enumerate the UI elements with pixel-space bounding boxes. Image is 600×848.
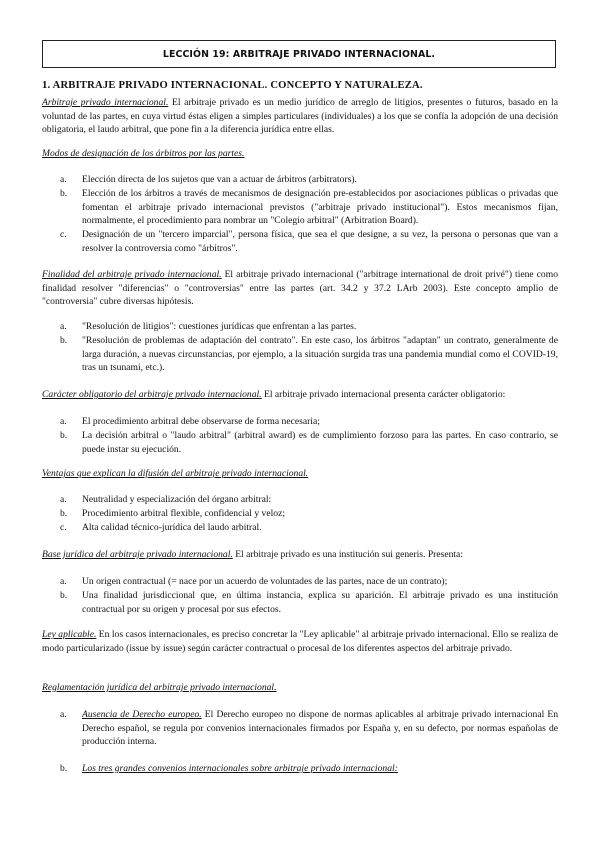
caracter-text: El arbitraje privado internacional presenta carácter obligatorio: (261, 389, 506, 400)
list-text: "Resolución de litigios": cuestiones jurídicas que enfrentan a las partes. (82, 321, 357, 332)
list-item (60, 493, 558, 507)
list-marker: b. (60, 508, 68, 519)
list-item (60, 521, 558, 535)
list-marker: b. (60, 430, 68, 441)
list-marker: a. (60, 494, 67, 505)
list-text: La decisión arbitral o "laudo arbitral" (arbitral award) es de cumplimiento forzoso para las partes. En caso contrario, se puede instar su ejecución. (82, 430, 558, 455)
list-marker: c. (60, 522, 67, 533)
list-item (60, 415, 558, 429)
list-text: Procedimiento arbitral flexible, confidencial y veloz; (82, 508, 285, 519)
list-item (60, 762, 558, 776)
caracter-label: Carácter obligatorio del arbitraje privado internacional. (42, 389, 262, 400)
ley-label: Ley aplicable. (42, 629, 97, 640)
list-text: Elección directa de los sujetos que van a actuar de árbitros (arbitrators). (82, 174, 357, 185)
list-item (60, 429, 558, 456)
list-marker: c. (60, 229, 67, 240)
list-label: Los tres grandes convenios internacionales sobre arbitraje privado internacional: (82, 763, 398, 774)
modos-heading: Modos de designación de los árbitros por las partes. (42, 148, 245, 159)
list-marker: a. (60, 321, 67, 332)
list-item (60, 575, 558, 589)
list-text: Neutralidad y especialización del órgano arbitral: (82, 494, 272, 505)
lesson-title-box (42, 40, 556, 68)
list-marker: b. (60, 763, 68, 774)
list-marker: b. (60, 335, 68, 346)
list-text: Una finalidad jurisdiccional que, en última instancia, explica su aparición. El arbitraje privado es una institución contractual por su origen y procesal por sus efectos. (82, 590, 558, 615)
list-label: Ausencia de Derecho europeo. (82, 709, 202, 720)
list-text: Elección de los árbitros a través de mecanismos de designación pre-establecidos por asociaciones públicas o privadas que fomentan el arbitraje privado internacional previstos ("arbitraje privado institucional"). Estos mecanismos fijan, normalmente, el procedimiento para nombrar un "Colegio arbitral" (Arbitration Board). (82, 188, 558, 226)
list-text: "Resolución de problemas de adaptación del contrato". En este caso, los árbitros "adaptan" un contrato, generalmente de larga duración, a nuevas circunstancias, por ejemplo, a la situación surgida tras una pandemia mundial como el COVID-19, tras un tsunami, etc.). (82, 335, 558, 373)
list-marker: a. (60, 416, 67, 427)
base-label: Base jurídica del arbitraje privado internacional. (42, 549, 233, 560)
list-item (60, 173, 558, 187)
ley-text: En los casos internacionales, es preciso concretar la "Ley aplicable" al arbitraje privado internacional. Ello se realiza de modo particularizado (issue by issue) según carácter contractual o procesal de los diferentes aspectos del arbitraje privado. (42, 629, 558, 654)
section-heading: 1. ARBITRAJE PRIVADO INTERNACIONAL. CONCEPTO Y NATURALEZA. (42, 80, 423, 91)
list-item (60, 708, 558, 749)
list-item (60, 320, 558, 334)
intro-text: El arbitraje privado es un medio jurídico de arreglo de litigios, presentes o futuros, basado en la voluntad de las partes, en cuya virtud éstas eligen a simples particulares (individuales) a los que se confía la adopción de una decisión obligatoria, el laudo arbitral, que pone fin a la diferencia jurídica entre ellas. (42, 97, 558, 135)
base-text: El arbitraje privado es una institución sui generis. Presenta: (232, 549, 463, 560)
list-body: El Derecho europeo no dispone de normas aplicables al arbitraje privado internacional En Derecho español, se regula por convenios internacionales firmados por España y, en su defecto, por normas españolas de producción interna. (82, 709, 559, 747)
list-item (60, 334, 558, 375)
list-item (60, 187, 558, 228)
list-marker: a. (60, 576, 67, 587)
lesson-title: LECCIÓN 19: ARBITRAJE PRIVADO INTERNACIONAL. (162, 48, 436, 60)
caracter-paragraph (42, 388, 558, 402)
list-marker: a. (60, 174, 67, 185)
intro-label: Arbitraje privado internacional. (42, 97, 169, 108)
list-item (60, 507, 558, 521)
ventajas-heading: Ventajas que explican la difusión del arbitraje privado internacional. (42, 468, 309, 479)
base-paragraph (42, 548, 558, 562)
reglamentacion-heading: Reglamentación jurídica del arbitraje privado internacional. (42, 682, 277, 693)
finalidad-label: Finalidad del arbitraje privado internacional. (42, 269, 222, 280)
list-item (60, 228, 558, 255)
list-text: Alta calidad técnico-jurídica del laudo arbitral. (82, 522, 262, 533)
list-text: Un origen contractual (= nace por un acuerdo de voluntades de las partes, nace de un contrato); (82, 576, 448, 587)
finalidad-text: El arbitraje privado internacional ("arbitrage international de droit privé") tiene como finalidad resolver "diferencias" o "controversias" entre las partes (art. 34.2 y 37.2 LArb 2003). Este concepto amplio de "controversia" cubre diversas hipótesis. (42, 269, 558, 307)
finalidad-paragraph (42, 268, 558, 309)
list-marker: b. (60, 188, 68, 199)
list-marker: a. (60, 709, 67, 720)
list-marker: b. (60, 590, 68, 601)
intro-paragraph (42, 96, 558, 137)
list-text: Designación de un "tercero imparcial", persona física, que sea el que designe, a su vez, la persona o personas que van a resolver la controversia como "árbitros". (82, 229, 558, 254)
list-item (60, 589, 558, 616)
list-text: El procedimiento arbitral debe observarse de forma necesaria; (82, 416, 320, 427)
list-text (82, 762, 558, 776)
ley-paragraph (42, 628, 558, 655)
list-text (82, 708, 558, 749)
